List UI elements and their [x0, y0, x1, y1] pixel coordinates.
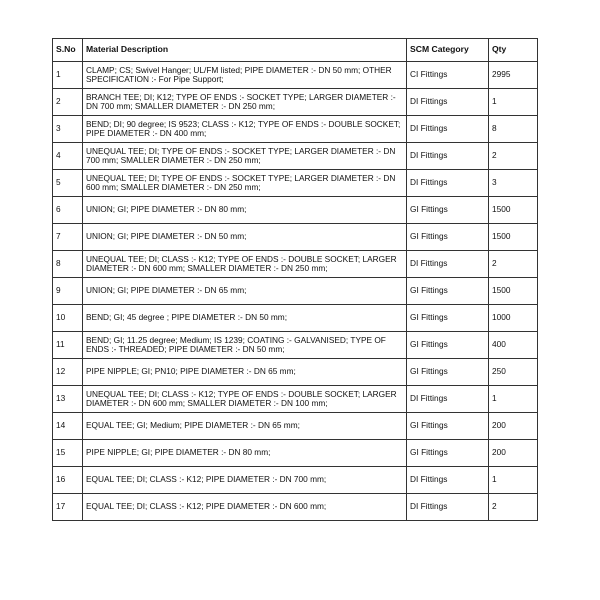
cell-category: GI Fittings — [407, 332, 489, 359]
header-description: Material Description — [83, 39, 407, 62]
cell-category: GI Fittings — [407, 278, 489, 305]
cell-category: DI Fittings — [407, 143, 489, 170]
cell-description: EQUAL TEE; DI; CLASS :- K12; PIPE DIAMETER :- DN 600 mm; — [83, 494, 407, 521]
cell-sno: 6 — [53, 197, 83, 224]
cell-qty: 1500 — [489, 278, 538, 305]
table-row — [53, 359, 538, 386]
cell-sno: 15 — [53, 440, 83, 467]
cell-category: GI Fittings — [407, 224, 489, 251]
table-row — [53, 170, 538, 197]
cell-qty: 2 — [489, 494, 538, 521]
cell-qty: 8 — [489, 116, 538, 143]
material-table — [52, 38, 538, 521]
cell-qty: 1500 — [489, 224, 538, 251]
cell-description: PIPE NIPPLE; GI; PN10; PIPE DIAMETER :- DN 65 mm; — [83, 359, 407, 386]
cell-qty: 1000 — [489, 305, 538, 332]
table-row — [53, 143, 538, 170]
cell-qty: 1 — [489, 386, 538, 413]
cell-category: GI Fittings — [407, 359, 489, 386]
cell-sno: 3 — [53, 116, 83, 143]
cell-category: DI Fittings — [407, 494, 489, 521]
table-row — [53, 332, 538, 359]
cell-sno: 13 — [53, 386, 83, 413]
cell-qty: 1 — [489, 89, 538, 116]
cell-sno: 11 — [53, 332, 83, 359]
cell-description: EQUAL TEE; DI; CLASS :- K12; PIPE DIAMETER :- DN 700 mm; — [83, 467, 407, 494]
cell-qty: 2 — [489, 251, 538, 278]
cell-sno: 5 — [53, 170, 83, 197]
cell-sno: 8 — [53, 251, 83, 278]
cell-description: BEND; GI; 11.25 degree; Medium; IS 1239; COATING :- GALVANISED; TYPE OF ENDS :- THREADED; PIPE DIAMETER :- DN 50 mm; — [83, 332, 407, 359]
cell-category: DI Fittings — [407, 89, 489, 116]
cell-qty: 1 — [489, 467, 538, 494]
table-row — [53, 494, 538, 521]
table-header — [53, 39, 538, 62]
cell-qty: 200 — [489, 413, 538, 440]
cell-category: DI Fittings — [407, 170, 489, 197]
cell-qty: 200 — [489, 440, 538, 467]
cell-qty: 2 — [489, 143, 538, 170]
cell-description: UNEQUAL TEE; DI; TYPE OF ENDS :- SOCKET TYPE; LARGER DIAMETER :- DN 700 mm; SMALLER DIAMETER :- DN 250 mm; — [83, 143, 407, 170]
table-row — [53, 413, 538, 440]
cell-category: GI Fittings — [407, 197, 489, 224]
cell-sno: 7 — [53, 224, 83, 251]
cell-sno: 9 — [53, 278, 83, 305]
header-qty: Qty — [489, 39, 538, 62]
cell-description: BEND; DI; 90 degree; IS 9523; CLASS :- K12; TYPE OF ENDS :- DOUBLE SOCKET; PIPE DIAMETER :- DN 400 mm; — [83, 116, 407, 143]
header-sno: S.No — [53, 39, 83, 62]
cell-qty: 1500 — [489, 197, 538, 224]
cell-category: DI Fittings — [407, 116, 489, 143]
cell-sno: 12 — [53, 359, 83, 386]
cell-description: EQUAL TEE; GI; Medium; PIPE DIAMETER :- DN 65 mm; — [83, 413, 407, 440]
cell-description: UNEQUAL TEE; DI; TYPE OF ENDS :- SOCKET TYPE; LARGER DIAMETER :- DN 600 mm; SMALLER DIAMETER :- DN 250 mm; — [83, 170, 407, 197]
table-row — [53, 467, 538, 494]
cell-category: DI Fittings — [407, 467, 489, 494]
cell-category: CI Fittings — [407, 62, 489, 89]
cell-qty: 3 — [489, 170, 538, 197]
cell-sno: 2 — [53, 89, 83, 116]
cell-description: PIPE NIPPLE; GI; PIPE DIAMETER :- DN 80 mm; — [83, 440, 407, 467]
cell-sno: 4 — [53, 143, 83, 170]
cell-qty: 2995 — [489, 62, 538, 89]
cell-description: CLAMP; CS; Swivel Hanger; UL/FM listed; PIPE DIAMETER :- DN 50 mm; OTHER SPECIFICATION :- For Pipe Support; — [83, 62, 407, 89]
cell-description: UNEQUAL TEE; DI; CLASS :- K12; TYPE OF ENDS :- DOUBLE SOCKET; LARGER DIAMETER :- DN 600 mm; SMALLER DIAMETER :- DN 100 mm; — [83, 386, 407, 413]
table-row — [53, 386, 538, 413]
cell-qty: 400 — [489, 332, 538, 359]
cell-qty: 250 — [489, 359, 538, 386]
cell-sno: 10 — [53, 305, 83, 332]
table-row — [53, 89, 538, 116]
cell-category: GI Fittings — [407, 440, 489, 467]
header-row — [53, 39, 538, 62]
cell-description: UNION; GI; PIPE DIAMETER :- DN 50 mm; — [83, 224, 407, 251]
header-category: SCM Category — [407, 39, 489, 62]
table-row — [53, 440, 538, 467]
cell-description: UNION; GI; PIPE DIAMETER :- DN 80 mm; — [83, 197, 407, 224]
table-row — [53, 62, 538, 89]
cell-sno: 1 — [53, 62, 83, 89]
cell-description: UNEQUAL TEE; DI; CLASS :- K12; TYPE OF ENDS :- DOUBLE SOCKET; LARGER DIAMETER :- DN 600 mm; SMALLER DIAMETER :- DN 250 mm; — [83, 251, 407, 278]
cell-sno: 17 — [53, 494, 83, 521]
cell-category: DI Fittings — [407, 251, 489, 278]
cell-category: GI Fittings — [407, 305, 489, 332]
cell-description: BRANCH TEE; DI; K12; TYPE OF ENDS :- SOCKET TYPE; LARGER DIAMETER :- DN 700 mm; SMALLER DIAMETER :- DN 250 mm; — [83, 89, 407, 116]
table-row — [53, 116, 538, 143]
table-body — [53, 62, 538, 521]
table-row — [53, 251, 538, 278]
cell-sno: 16 — [53, 467, 83, 494]
cell-description: UNION; GI; PIPE DIAMETER :- DN 65 mm; — [83, 278, 407, 305]
cell-description: BEND; GI; 45 degree ; PIPE DIAMETER :- DN 50 mm; — [83, 305, 407, 332]
cell-sno: 14 — [53, 413, 83, 440]
table-row — [53, 197, 538, 224]
table-row — [53, 305, 538, 332]
table-row — [53, 278, 538, 305]
cell-category: GI Fittings — [407, 413, 489, 440]
table-row — [53, 224, 538, 251]
cell-category: DI Fittings — [407, 386, 489, 413]
